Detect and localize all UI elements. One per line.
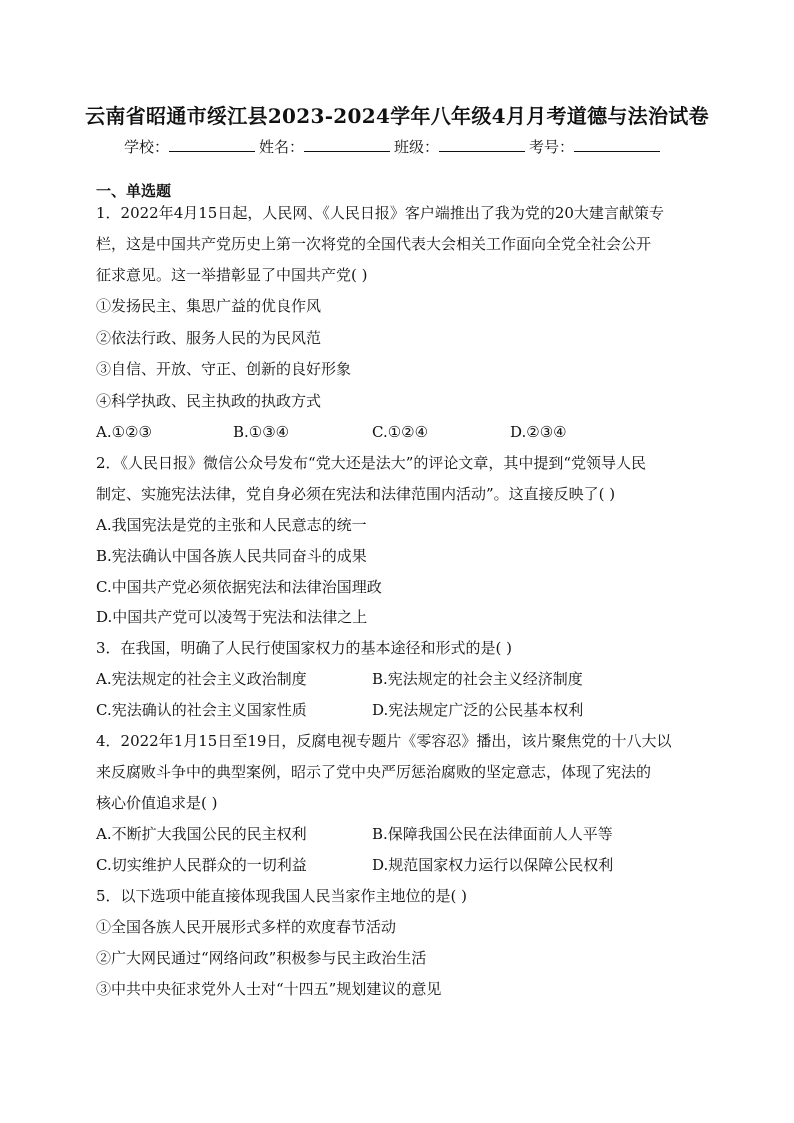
q2-line-2: 制定、实施宪法法律，党自身必须在宪法和法律范围内活动”。这直接反映了( )	[96, 485, 616, 503]
q1-line-1: 1．2022年4月15日起，人民网、《人民日报》客户端推出了我为党的20大建言献策专	[96, 204, 664, 222]
q3-option-d[interactable]: D.宪法规定广泛的公民基本权利	[372, 701, 584, 719]
q3-line-1: 3．在我国，明确了人民行使国家权力的基本途径和形式的是( )	[96, 639, 513, 657]
q4-option-d[interactable]: D.规范国家权力运行以保障公民权利	[372, 856, 614, 874]
q1-line-2: 栏，这是中国共产党历史上第一次将党的全国代表大会相关工作面向全党全社会公开	[96, 235, 652, 253]
name-blank[interactable]	[304, 137, 390, 152]
school-blank[interactable]	[169, 137, 255, 152]
q1-option-b[interactable]: B.①③④	[233, 423, 290, 441]
q4-option-a[interactable]: A.不断扩大我国公民的民主权利	[96, 825, 307, 843]
q4-line-3: 核心价值追求是( )	[96, 794, 218, 812]
section-heading: 一、单选题	[96, 182, 172, 200]
student-info-row	[124, 136, 664, 157]
q4-line-2: 来反腐败斗争中的典型案例，昭示了党中央严厉惩治腐败的坚定意志，体现了宪法的	[96, 763, 652, 781]
q2-line-1: 2．《人民日报》微信公众号发布“党大还是法大”的评论文章，其中提到“党领导人民	[96, 454, 647, 472]
q2-option-d[interactable]: D.中国共产党可以凌驾于宪法和法律之上	[96, 608, 368, 626]
q1-option-d[interactable]: D.②③④	[510, 423, 567, 441]
q1-line-3: 征求意见。这一举措彰显了中国共产党( )	[96, 266, 368, 284]
q1-option-c[interactable]: C.①②④	[372, 423, 429, 441]
q5-statement-2: ②广大网民通过“网络问政”积极参与民主政治生活	[96, 949, 427, 967]
q4-option-c[interactable]: C.切实维护人民群众的一切利益	[96, 856, 307, 874]
q2-option-b[interactable]: B.宪法确认中国各族人民共同奋斗的成果	[96, 547, 367, 565]
name-label: 姓名：	[259, 138, 305, 156]
q5-statement-3: ③中共中央征求党外人士对“十四五”规划建议的意见	[96, 980, 442, 998]
q4-line-1: 4．2022年1月15日至19日，反腐电视专题片《零容忍》播出，该片聚焦党的十八大以	[96, 732, 672, 750]
school-label: 学校：	[124, 138, 170, 156]
q1-statement-1: ①发扬民主、集思广益的优良作风	[96, 297, 322, 315]
q2-option-a[interactable]: A.我国宪法是党的主张和人民意志的统一	[96, 516, 367, 534]
exam-title: 云南省昭通市绥江县2023-2024学年八年级4月月考道德与法治试卷	[85, 104, 709, 128]
q3-option-a[interactable]: A.宪法规定的社会主义政治制度	[96, 670, 307, 688]
q5-line-1: 5．以下选项中能直接体现我国人民当家作主地位的是( )	[96, 887, 468, 905]
q1-statement-3: ③自信、开放、守正、创新的良好形象	[96, 360, 352, 378]
q4-option-b[interactable]: B.保障我国公民在法律面前人人平等	[372, 825, 613, 843]
number-label: 考号：	[529, 138, 575, 156]
number-blank[interactable]	[574, 137, 660, 152]
q3-option-b[interactable]: B.宪法规定的社会主义经济制度	[372, 670, 583, 688]
q1-statement-4: ④科学执政、民主执政的执政方式	[96, 392, 322, 410]
q1-option-a[interactable]: A.①②③	[96, 423, 152, 441]
class-blank[interactable]	[439, 137, 525, 152]
q1-statement-2: ②依法行政、服务人民的为民风范	[96, 329, 322, 347]
q2-option-c[interactable]: C.中国共产党必须依据宪法和法律治国理政	[96, 578, 382, 596]
q3-option-c[interactable]: C.宪法确认的社会主义国家性质	[96, 701, 307, 719]
class-label: 班级：	[394, 138, 440, 156]
q5-statement-1: ①全国各族人民开展形式多样的欢度春节活动	[96, 918, 397, 936]
